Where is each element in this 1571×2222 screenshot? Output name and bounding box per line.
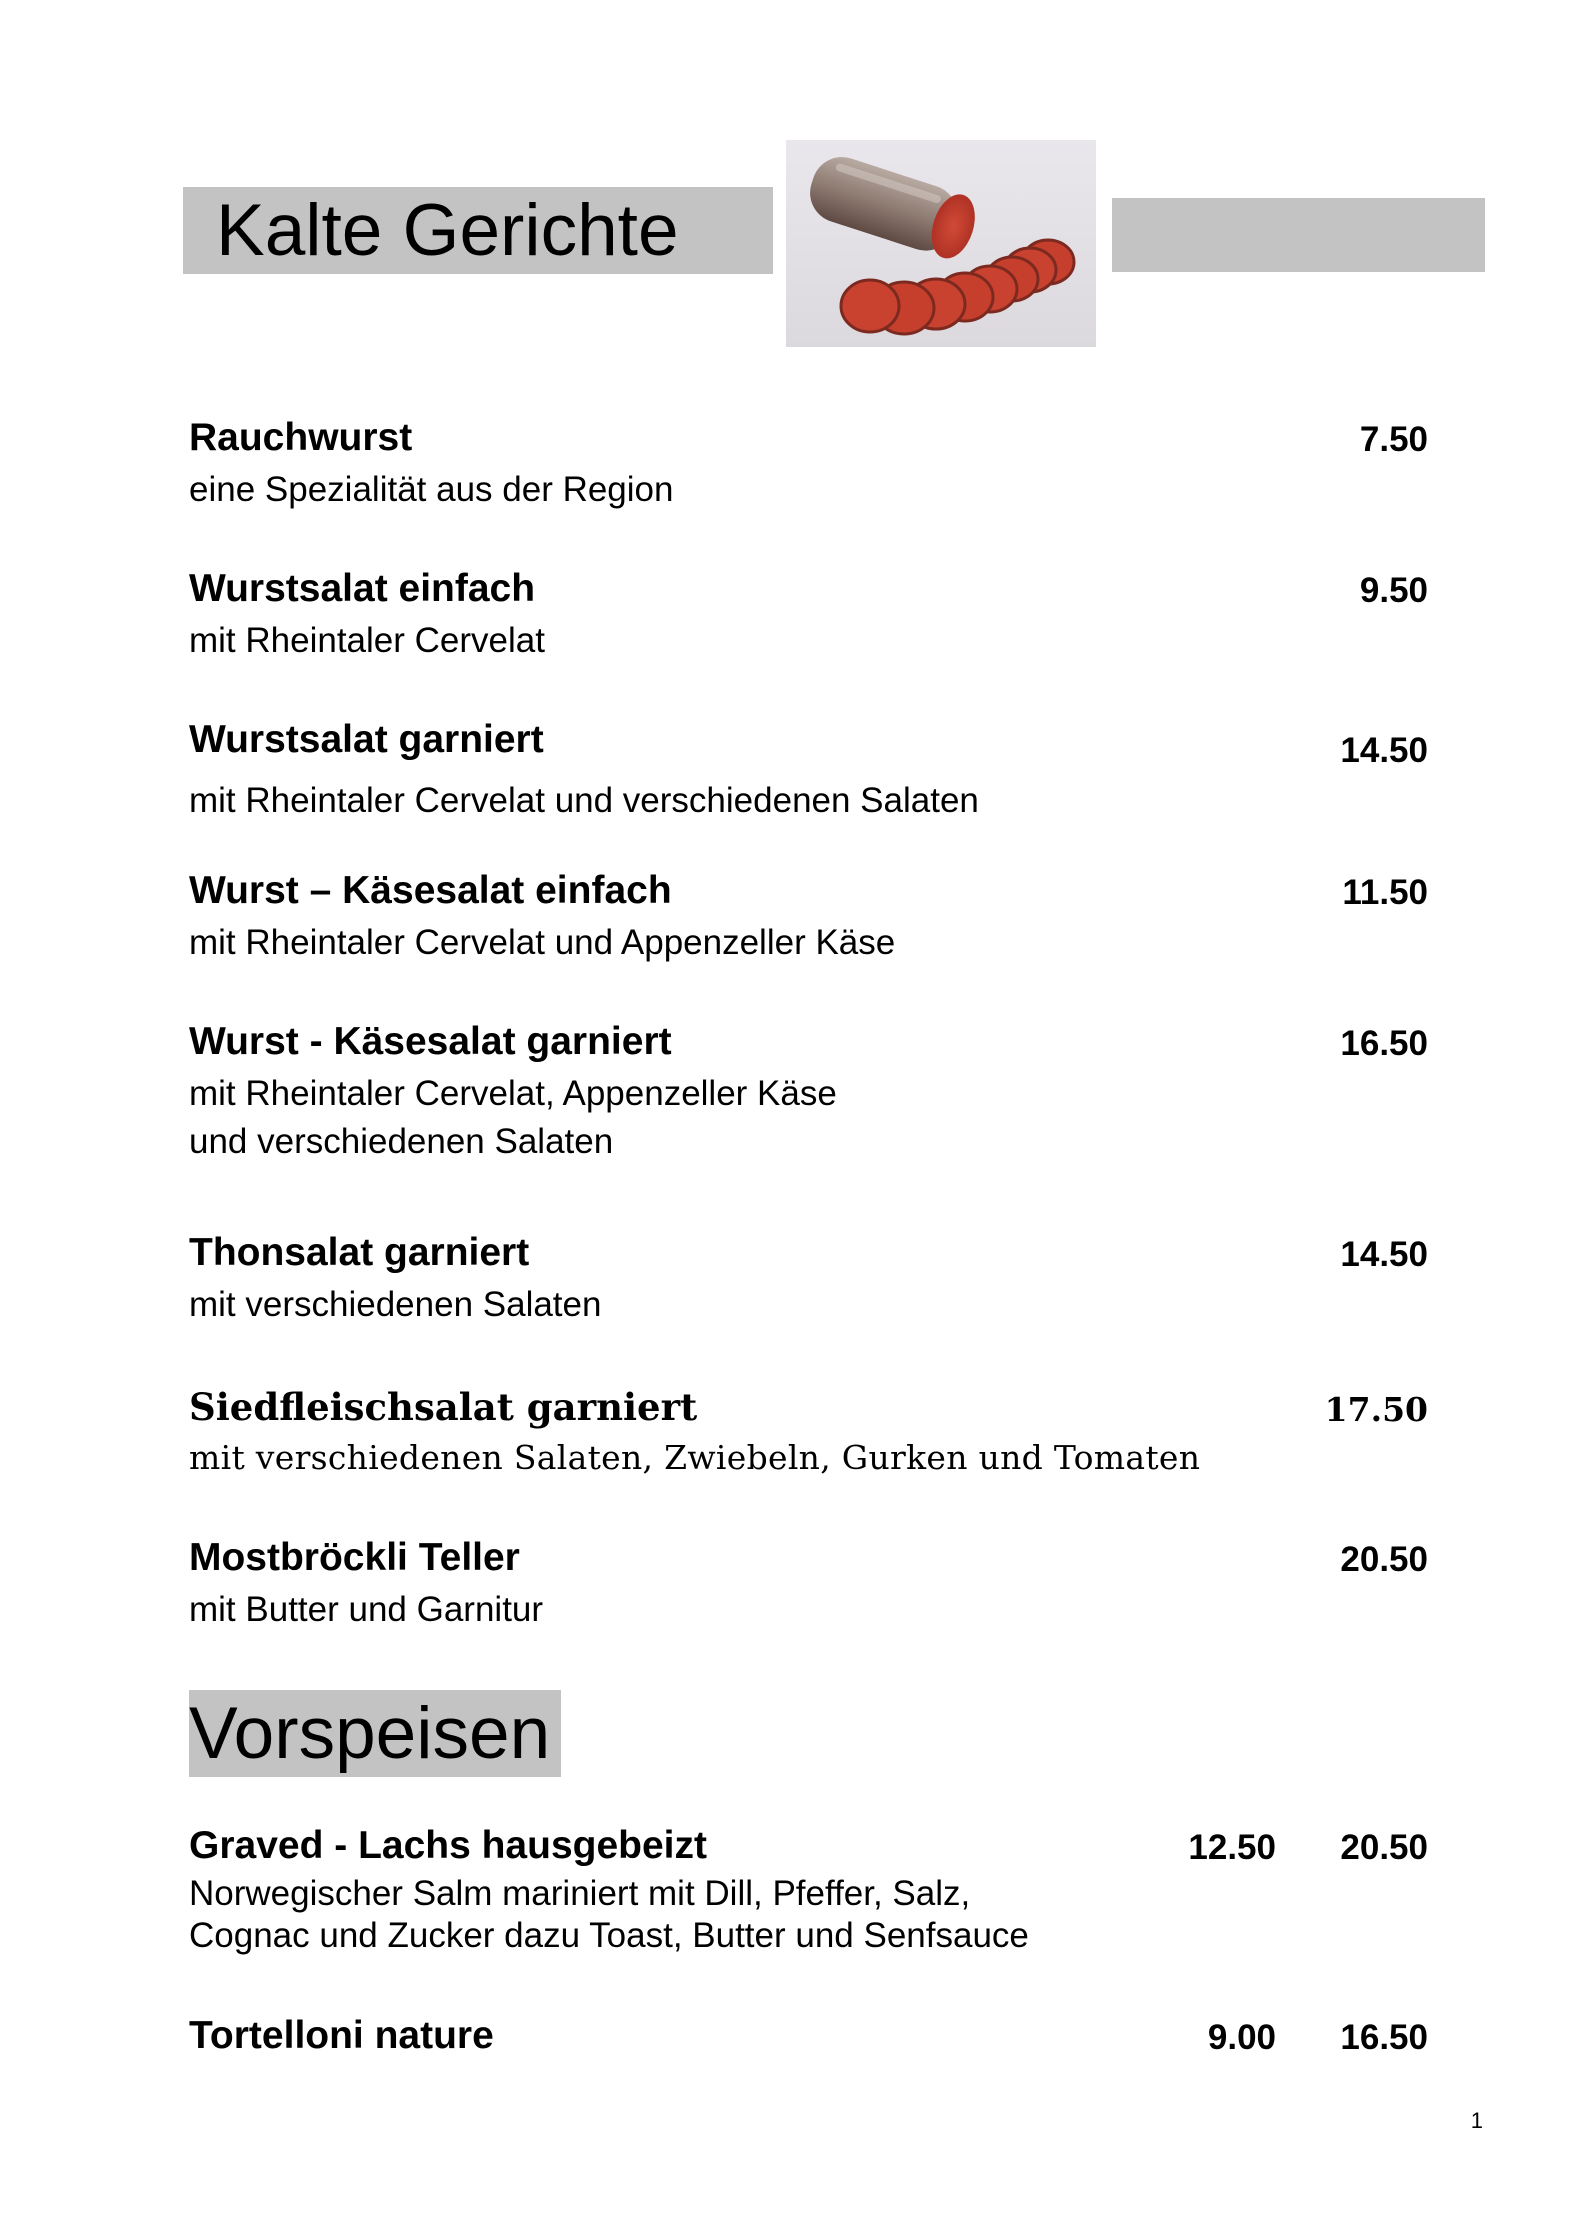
dish-name: Siedfleischsalat garniert — [189, 1385, 698, 1429]
dish-name: Thonsalat garniert — [189, 1231, 530, 1274]
dish-description: mit Butter und Garnitur — [189, 1590, 544, 1629]
dish-name: Wurst - Käsesalat garniert — [189, 1020, 672, 1063]
dish-description: mit Rheintaler Cervelat — [189, 621, 545, 660]
dish-name: Wurst – Käsesalat einfach — [189, 869, 672, 912]
dish-description-line2: und verschiedenen Salaten — [189, 1122, 614, 1161]
dish-description: mit Rheintaler Cervelat und verschiedenen Salaten — [189, 781, 979, 820]
dish-description: Norwegischer Salm mariniert mit Dill, Pfeffer, Salz, — [189, 1874, 971, 1913]
dish-name: Wurstsalat garniert — [189, 718, 544, 761]
dish-price: 11.50 — [1342, 873, 1428, 912]
dish-price-large: 16.50 — [1340, 2018, 1428, 2057]
dish-name: Mostbröckli Teller — [189, 1536, 520, 1579]
dish-price: 17.50 — [1324, 1390, 1428, 1429]
dish-name: Tortelloni nature — [189, 2014, 494, 2057]
section-title: Vorspeisen — [189, 1693, 551, 1774]
dish-price: 14.50 — [1340, 731, 1428, 770]
dish-description-line2: Cognac und Zucker dazu Toast, Butter und Senfsauce — [189, 1916, 1029, 1955]
dish-name: Graved - Lachs hausgebeizt — [189, 1824, 707, 1867]
dish-description: mit verschiedenen Salaten, Zwiebeln, Gurken und Tomaten — [189, 1438, 1201, 1477]
dish-price-small: 12.50 — [1188, 1828, 1276, 1867]
page-title: Kalte Gerichte — [216, 190, 679, 271]
salami-photo — [786, 140, 1096, 347]
header-decoration-bar — [1112, 198, 1485, 272]
dish-price: 14.50 — [1340, 1235, 1428, 1274]
dish-description: mit verschiedenen Salaten — [189, 1285, 602, 1324]
dish-name: Rauchwurst — [189, 416, 413, 459]
dish-description: eine Spezialität aus der Region — [189, 470, 674, 509]
dish-name: Wurstsalat einfach — [189, 567, 536, 610]
dish-price: 9.50 — [1359, 571, 1428, 610]
dish-price-small: 9.00 — [1207, 2018, 1276, 2057]
page-number: 1 — [1470, 2108, 1483, 2133]
dish-description: mit Rheintaler Cervelat, Appenzeller Käse — [189, 1074, 837, 1113]
dish-price: 20.50 — [1340, 1540, 1428, 1579]
dish-price-large: 20.50 — [1340, 1828, 1428, 1867]
dish-price: 7.50 — [1359, 420, 1428, 459]
dish-price: 16.50 — [1340, 1024, 1428, 1063]
dish-description: mit Rheintaler Cervelat und Appenzeller Käse — [189, 923, 896, 962]
